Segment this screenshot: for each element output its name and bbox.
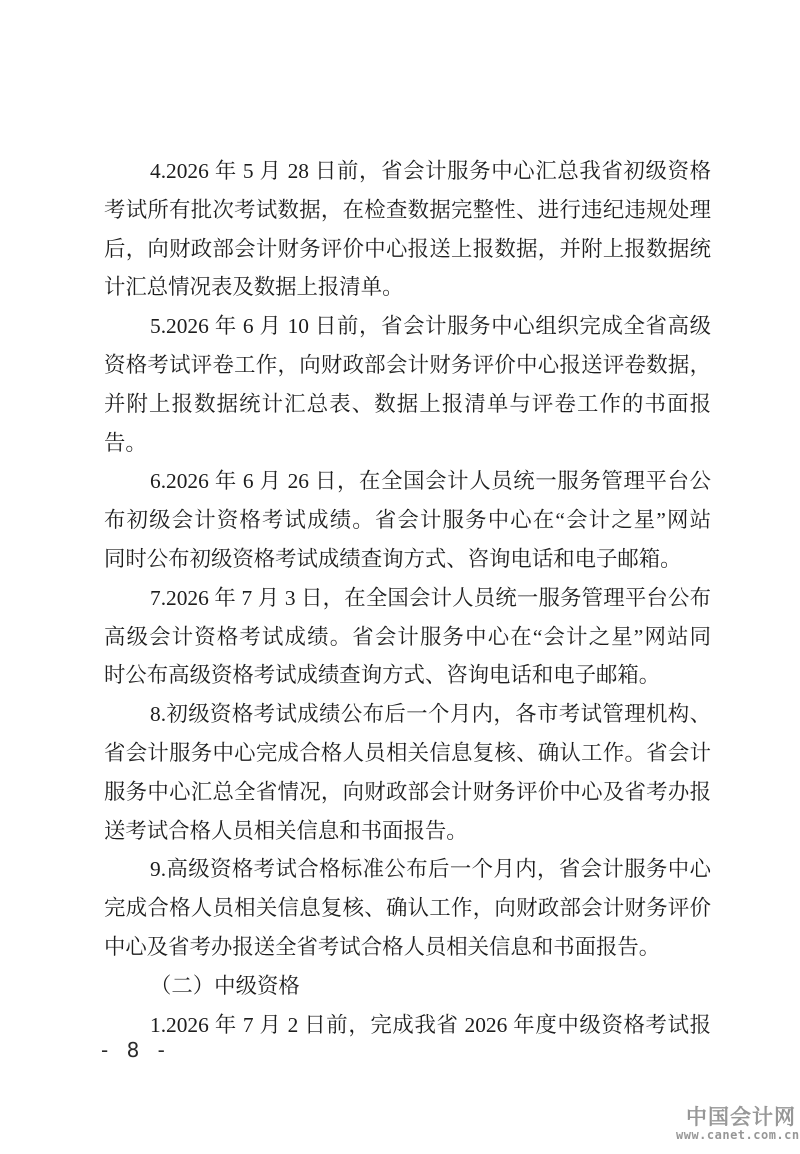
paragraph xyxy=(104,695,711,850)
watermark-site-url: www.canet.com.cn xyxy=(676,1128,800,1142)
paragraph xyxy=(104,1006,711,1045)
paragraph xyxy=(104,850,711,966)
paragraph-line: 5.2026 年 6 月 10 日前，省会计服务中心组织完成全省高级 xyxy=(150,314,711,339)
paragraph xyxy=(104,152,711,307)
paragraph-line: 9.高级资格考试合格标准公布后一个月内，省会计服务中心 xyxy=(150,857,711,882)
section-heading xyxy=(104,967,711,1006)
paragraph xyxy=(104,462,711,578)
paragraph-line: 高级会计资格考试成绩。省会计服务中心在“会计之星”网站同 xyxy=(104,624,711,649)
paragraph-line: 送考试合格人员相关信息和书面报告。 xyxy=(104,818,468,843)
paragraph-line: 省会计服务中心完成合格人员相关信息复核、确认工作。省会计 xyxy=(104,740,711,765)
paragraph-line: 1.2026 年 7 月 2 日前，完成我省 2026 年度中级资格考试报 xyxy=(150,1012,711,1037)
paragraph-line: 同时公布初级资格考试成绩查询方式、咨询电话和电子邮箱。 xyxy=(104,546,682,571)
paragraph-line: 考试所有批次考试数据，在检查数据完整性、进行违纪违规处理 xyxy=(104,197,711,222)
paragraph-line: 7.2026 年 7 月 3 日，在全国会计人员统一服务管理平台公布 xyxy=(150,585,711,610)
document-body xyxy=(104,152,711,1044)
page-number: - 8 - xyxy=(101,1038,171,1062)
paragraph-line: 8.初级资格考试成绩公布后一个月内，各市考试管理机构、 xyxy=(150,702,711,727)
paragraph xyxy=(104,579,711,695)
paragraph-line: 后，向财政部会计财务评价中心报送上报数据，并附上报数据统 xyxy=(104,236,711,261)
paragraph xyxy=(104,307,711,462)
watermark-site-name: 中国会计网 xyxy=(686,1105,796,1129)
paragraph-line: 计汇总情况表及数据上报清单。 xyxy=(104,275,404,300)
paragraph-line: 4.2026 年 5 月 28 日前，省会计服务中心汇总我省初级资格 xyxy=(150,159,711,183)
paragraph-line: 资格考试评卷工作，向财政部会计财务评价中心报送评卷数据， xyxy=(104,352,711,377)
section-heading-line: （二）中级资格 xyxy=(150,973,300,998)
paragraph-line: 完成合格人员相关信息复核、确认工作，向财政部会计财务评价 xyxy=(104,896,711,921)
paragraph-line: 中心及省考办报送全省考试合格人员相关信息和书面报告。 xyxy=(104,934,661,959)
watermark xyxy=(676,1105,800,1142)
paragraph-line: 时公布高级资格考试成绩查询方式、咨询电话和电子邮箱。 xyxy=(104,663,661,688)
paragraph-line: 服务中心汇总全省情况，向财政部会计财务评价中心及省考办报 xyxy=(104,779,711,804)
paragraph-line: 并附上报数据统计汇总表、数据上报清单与评卷工作的书面报告。 xyxy=(104,391,711,455)
paragraph-line: 6.2026 年 6 月 26 日，在全国会计人员统一服务管理平台公 xyxy=(150,469,711,494)
paragraph-line: 布初级会计资格考试成绩。省会计服务中心在“会计之星”网站 xyxy=(104,508,711,533)
